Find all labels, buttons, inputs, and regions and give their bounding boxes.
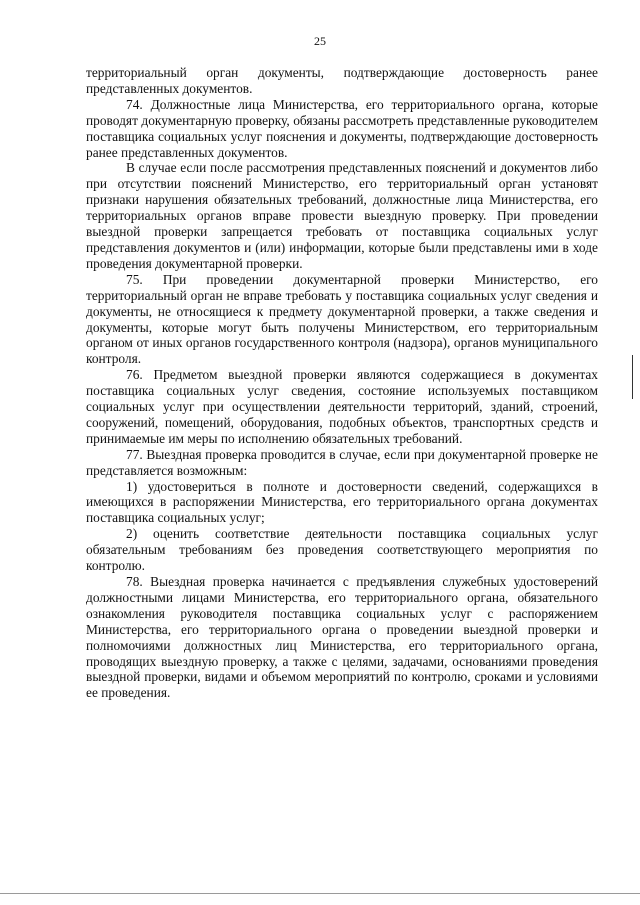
paragraph-76: 76. Предметом выездной проверки являются содержащиеся в документах поставщика социальных услуг сведения, состояние используемых поставщиком социальных услуг при осуществлении деятельности территорий, зданий, строений, сооружений, помещений, оборудования, подобных объектов, транспортных средств и принимаемые им меры по исполнению обязательных требований. — [86, 367, 598, 446]
paragraph-74: 74. Должностные лица Министерства, его территориального органа, которые проводят документарную проверку, обязаны рассмотреть представленные руководителем поставщика социальных услуг пояснения и документы, подтверждающие достоверность ранее представленных документов. — [86, 96, 598, 160]
paragraph-77-item-1: 1) удостовериться в полноте и достоверности сведений, содержащихся в имеющихся в распоряжении Министерства, его территориального органа документах поставщика социальных услуг; — [86, 478, 598, 526]
paragraph-78: 78. Выездная проверка начинается с предъявления служебных удостоверений должностными лицами Министерства, его территориального органа, обязательного ознакомления руководителя поставщика социальных услуг с распоряжением Министерства, его территориального органа о проведении выездной проверки и полномочиями должностных лиц Министерства, его территориального органа, проводящих выездную проверку, а также с целями, задачами, основаниями проведения выездной проверки, видами и объемом мероприятий по контролю, сроками и условиями ее проведения. — [86, 574, 598, 701]
paragraph-74-continued: В случае если после рассмотрения представленных пояснений и документов либо при отсутствии пояснений Министерство, его территориальный орган установят признаки нарушения обязательных требований, должностные лица Министерства, его территориальных органов вправе провести выездную проверку. При проведении выездной проверки запрещается требовать от поставщика социальных услуг представления документов и (или) информации, которые были представлены ими в ходе проведения документарной проверки. — [86, 160, 598, 271]
page-number: 25 — [314, 34, 326, 48]
document-body — [86, 65, 598, 701]
paragraph-75: 75. При проведении документарной проверки Министерство, его территориальный орган не вправе требовать у поставщика социальных услуг сведения и документы, не относящиеся к предмету документарной проверки, а также сведения и документы, которые могут быть получены Министерством, его территориальным органом от иных органов государственного контроля (надзора), органов муниципального контроля. — [86, 271, 598, 367]
scan-bottom-edge — [0, 893, 640, 894]
paragraph-continuation: территориальный орган документы, подтверждающие достоверность ранее представленных документов. — [86, 65, 598, 96]
paragraph-77-item-2: 2) оценить соответствие деятельности поставщика социальных услуг обязательным требованиям без проведения соответствующего мероприятия по контролю. — [86, 526, 598, 574]
paragraph-77: 77. Выездная проверка проводится в случае, если при документарной проверке не представляется возможным: — [86, 446, 598, 478]
scan-margin-mark — [632, 355, 633, 399]
